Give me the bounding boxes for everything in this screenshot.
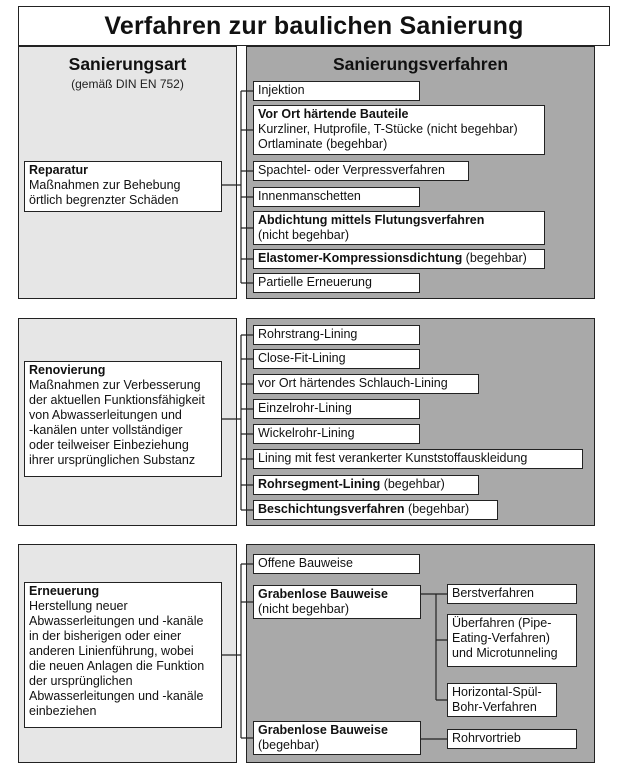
renovierung-desc-line: oder teilweiser Einbeziehung [29, 438, 189, 452]
method-suffix: (begehbar) [462, 251, 527, 265]
erneuerung-desc-line: der ursprünglichen [29, 674, 133, 688]
diagram-title: Verfahren zur baulichen Sanierung [18, 6, 610, 46]
renovierung-title: Renovierung [29, 363, 106, 377]
renovierung-desc-line: der aktuellen Funktionsfähigkeit [29, 393, 205, 407]
method-kunststoffauskleidung: Lining mit fest verankerter Kunststoffauskleidung [253, 449, 583, 469]
sub-method-line: und Microtunneling [452, 646, 558, 660]
method-detail: (nicht begehbar) [258, 602, 350, 616]
erneuerung-desc-line: die neuen Anlagen die Funktion [29, 659, 205, 673]
method-wickelrohr-lining: Wickelrohr-Lining [253, 424, 420, 444]
reparatur-title: Reparatur [29, 163, 89, 177]
connector-renovierung [222, 335, 253, 510]
sanierungsart-subtitle: (gemäß DIN EN 752) [71, 77, 184, 91]
sub-method-line: Berstverfahren [452, 586, 534, 600]
sub-method-line: Überfahren (Pipe- [452, 616, 552, 630]
erneuerung-title: Erneuerung [29, 584, 100, 598]
method-injektion: Injektion [253, 81, 420, 101]
method-title: Rohrsegment-Lining [258, 477, 381, 491]
method-innenmanschetten: Innenmanschetten [253, 187, 420, 207]
method-title: Abdichtung mittels Flutungsverfahren [258, 213, 485, 227]
method-detail: (begehbar) [258, 738, 320, 752]
sub-method-line: Eating-Verfahren) [452, 631, 550, 645]
method-einzelrohr-lining: Einzelrohr-Lining [253, 399, 420, 419]
renovierung-desc-line: ihrer ursprünglichen Substanz [29, 453, 196, 467]
sub-method-line: Horizontal-Spül- [452, 685, 542, 699]
method-title: Vor Ort härtende Bauteile [258, 107, 409, 121]
renovierung-desc-line: Maßnahmen zur Verbesserung [29, 378, 201, 392]
method-title: Elastomer-Kompressionsdichtung [258, 251, 463, 265]
erneuerung-desc-line: einbeziehen [29, 704, 97, 718]
method-detail: Ortlaminate (begehbar) [258, 137, 388, 151]
sub-method-line: Bohr-Verfahren [452, 700, 537, 714]
sanierungsart-heading: Sanierungsart [68, 54, 187, 74]
method-detail: Kurzliner, Hutprofile, T-Stücke (nicht begehbar) [258, 122, 518, 136]
erneuerung-desc-line: anderen Linienführung, wobei [29, 644, 194, 658]
method-partielle-erneuerung: Partielle Erneuerung [253, 273, 420, 293]
method-schlauch-lining: vor Ort härtendes Schlauch-Lining [253, 374, 479, 394]
connector-reparatur [222, 91, 253, 283]
connector-erneuerung [222, 564, 253, 738]
renovierung-desc-line: -kanälen unter vollständiger [29, 423, 183, 437]
method-title: Grabenlose Bauweise [258, 723, 388, 737]
method-detail: (nicht begehbar) [258, 228, 350, 242]
method-spachtel: Spachtel- oder Verpressverfahren [253, 161, 469, 181]
renovierung-desc-line: von Abwasserleitungen und [29, 408, 182, 422]
method-title: Grabenlose Bauweise [258, 587, 388, 601]
method-offene-bauweise: Offene Bauweise [253, 554, 420, 574]
erneuerung-desc-line: in der bisherigen oder einer [29, 629, 182, 643]
erneuerung-desc-line: Herstellung neuer [29, 599, 128, 613]
reparatur-desc-line: Maßnahmen zur Behebung [29, 178, 181, 192]
method-rohrstrang-lining: Rohrstrang-Lining [253, 325, 420, 345]
method-suffix: (begehbar) [404, 502, 470, 516]
method-suffix: (begehbar) [380, 477, 445, 491]
erneuerung-desc-line: Abwasserleitungen und -kanäle [29, 614, 204, 628]
connector-grabenlos-sub [421, 594, 447, 700]
erneuerung-desc-line: Abwasserleitungen und -kanäle [29, 689, 204, 703]
method-title: Beschichtungsverfahren [258, 502, 405, 516]
sub-method-line: Rohrvortrieb [452, 731, 521, 745]
method-close-fit-lining: Close-Fit-Lining [253, 349, 420, 369]
sanierungsverfahren-heading: Sanierungsverfahren [332, 54, 509, 74]
reparatur-desc-line: örtlich begrenzter Schäden [29, 193, 179, 207]
